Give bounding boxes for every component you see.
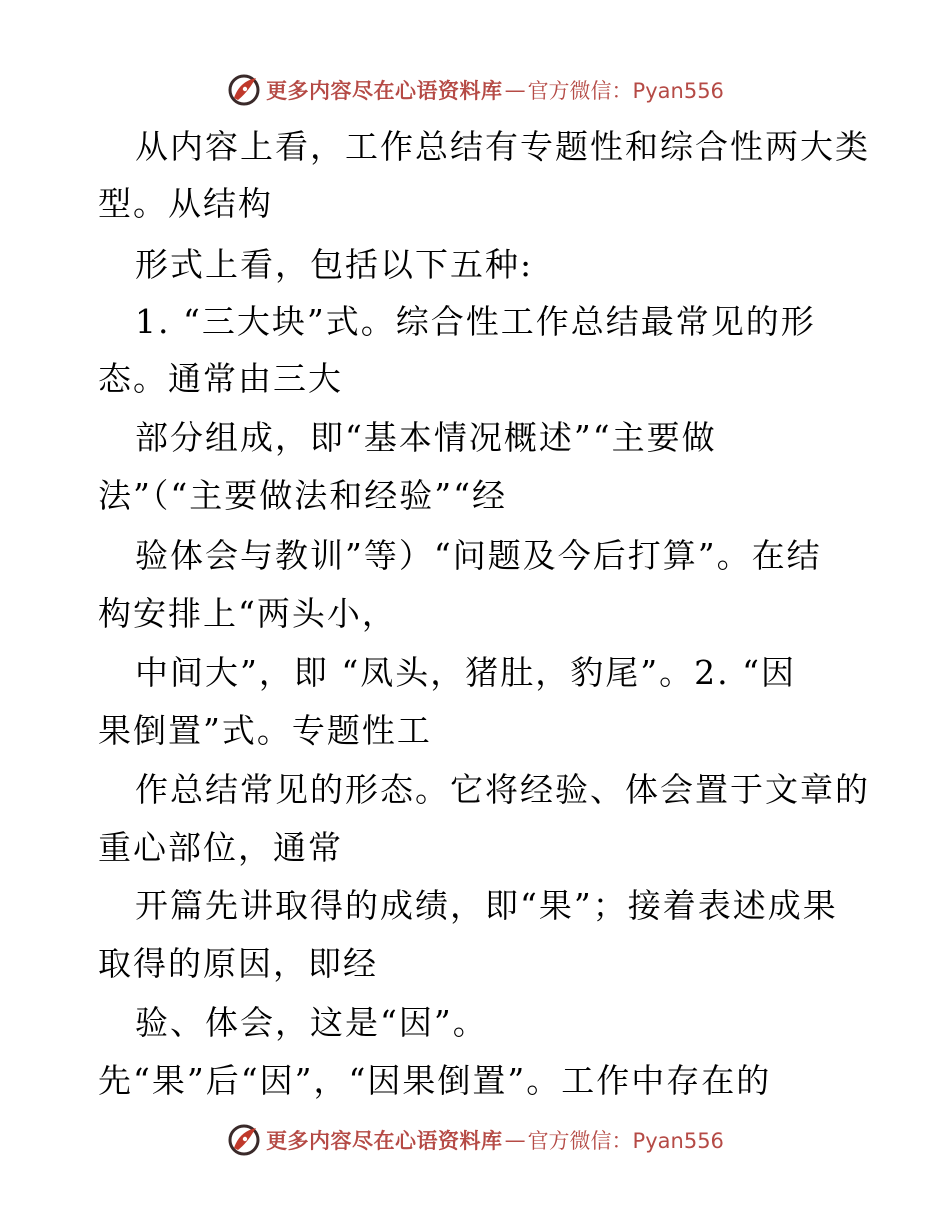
- body-line: 构安排上“两头小，: [98, 594, 397, 633]
- body-line: 取得的原因，即经: [98, 944, 378, 983]
- body-line: 中间大”，即 “凤头，猪肚，豹尾”。2. “因: [135, 653, 796, 692]
- pen-nib-circle-icon: [226, 1122, 262, 1158]
- body-line: 先“果”后“因”，“因果倒置”。工作中存在的: [98, 1061, 772, 1100]
- watermark-separator: —: [504, 78, 526, 102]
- body-line: 1. “三大块”式。综合性工作总结最常见的形: [135, 302, 816, 341]
- pen-nib-circle-icon: [226, 72, 262, 108]
- body-line: 法”（“主要做法和经验”“经: [98, 476, 507, 515]
- body-line: 型。从结构: [98, 184, 273, 223]
- body-line: 态。通常由三大: [98, 359, 343, 398]
- watermark-text: 更多内容尽在心语资料库: [266, 1129, 503, 1153]
- watermark-contact: 官方微信：Pyan556: [527, 1129, 724, 1153]
- watermark-separator: —: [504, 1128, 526, 1152]
- watermark-banner-top: [0, 70, 950, 110]
- body-line: 重心部位，通常: [98, 828, 343, 867]
- watermark-contact: 官方微信：Pyan556: [527, 79, 724, 103]
- watermark-banner-bottom: [0, 1120, 950, 1160]
- watermark-text: 更多内容尽在心语资料库: [266, 79, 503, 103]
- body-line: 形式上看，包括以下五种:: [135, 245, 534, 284]
- body-line: 开篇先讲取得的成绩，即“果”；接着表述成果: [135, 886, 838, 925]
- body-line: 作总结常见的形态。它将经验、体会置于文章的: [135, 770, 870, 809]
- body-line: 验、体会，这是“因”。: [135, 1003, 488, 1042]
- body-line: 部分组成，即“基本情况概述”“主要做: [135, 418, 717, 457]
- body-line: 果倒置”式。专题性工: [98, 711, 432, 750]
- body-line: 验体会与教训”等）“问题及今后打算”。在结: [135, 536, 822, 575]
- body-line: 从内容上看，工作总结有专题性和综合性两大类: [135, 127, 870, 166]
